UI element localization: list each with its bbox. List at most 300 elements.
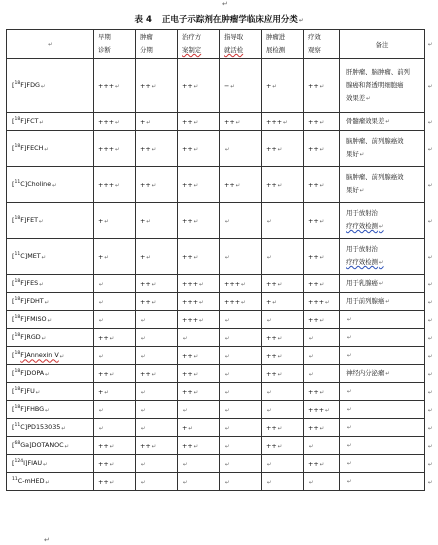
cell-mark: ↵: [115, 119, 120, 126]
rating-cell: [178, 365, 220, 383]
cell-mark: ↵: [59, 353, 65, 360]
rating-value: ++: [308, 81, 319, 90]
cell-mark: ↵: [325, 299, 330, 306]
rating-cell: [262, 473, 304, 491]
rating-cell: [136, 131, 178, 167]
cell-mark: ↵: [183, 335, 188, 342]
rating-value: ++: [266, 279, 277, 288]
rating-cell: [136, 167, 178, 203]
cell-mark: ↵: [277, 281, 283, 288]
remark-line: 用于放射治: [346, 209, 378, 217]
rating-cell: [220, 401, 262, 419]
rating-cell: [220, 239, 262, 275]
row-end: [425, 473, 435, 491]
rating-cell: [94, 275, 136, 293]
rating-cell: [136, 275, 178, 293]
rating-cell: [304, 131, 340, 167]
tracer-name: Ga]DOTANOC: [20, 441, 64, 450]
rating-cell: [304, 239, 340, 275]
rating-value: ++: [224, 117, 235, 126]
cell-mark: ↵: [104, 389, 109, 396]
rating-value: ++: [308, 315, 319, 324]
row-end-mark: ↵: [428, 317, 433, 324]
tracer-name: F]FHBG: [20, 405, 45, 414]
rating-value: ++: [182, 144, 193, 153]
rating-cell: [94, 455, 136, 473]
remark-line: 果好↵: [346, 150, 365, 158]
rating-value: ++: [308, 279, 319, 288]
rating-value: +: [140, 252, 146, 261]
row-end: [425, 347, 435, 365]
rating-value: ++: [308, 117, 319, 126]
rating-cell: [178, 275, 220, 293]
rating-cell: [304, 383, 340, 401]
cell-mark: ↵: [241, 281, 246, 288]
tracer-name-cell: [7, 473, 94, 491]
cell-mark: ↵: [309, 443, 314, 450]
header-label-line1: 肿瘤: [140, 33, 153, 41]
tracer-bracket: [: [12, 279, 15, 288]
cell-mark: ↵: [109, 371, 115, 378]
cell-mark: ↵: [104, 254, 109, 261]
rating-value: +++: [308, 405, 325, 414]
table-number: 表 4: [134, 15, 152, 25]
tracer-name-cell: [7, 365, 94, 383]
rating-cell: [262, 275, 304, 293]
remark-line: 骨髓瘤效果差↵: [346, 116, 390, 125]
rating-cell: [304, 113, 340, 131]
row-end: [425, 365, 435, 383]
rating-value: ++: [266, 369, 277, 378]
cell-mark: ↵: [319, 119, 325, 126]
cell-mark: ↵: [43, 461, 48, 468]
cell-mark: ↵: [109, 443, 115, 450]
cell-mark: ↵: [199, 299, 204, 306]
remark-line: 肝肿瘤、脑肿瘤、前列: [346, 67, 410, 76]
tracer-name: C-mHED: [17, 477, 45, 486]
tracer-name: F]FDG: [20, 81, 40, 90]
remarks-cell: [340, 59, 425, 113]
rating-cell: [94, 329, 136, 347]
rating-cell: [94, 383, 136, 401]
rating-cell: [178, 455, 220, 473]
cell-mark: ↵: [277, 146, 283, 153]
cell-mark: ↵: [347, 460, 352, 467]
remark-line: [346, 385, 422, 399]
rating-cell: [94, 437, 136, 455]
cell-mark: ↵: [41, 335, 47, 342]
tracer-name: F]FCT: [20, 117, 39, 126]
row-end-mark: ↵: [428, 461, 433, 468]
row-end: [425, 311, 435, 329]
cell-mark: ↵: [267, 389, 272, 396]
cell-mark: ↵: [52, 182, 57, 189]
tracer-bracket: [: [12, 81, 15, 90]
tracer-name-cell: [7, 113, 94, 131]
rating-cell: [220, 131, 262, 167]
row-end-mark: ↵: [428, 281, 433, 288]
remarks-cell: [340, 419, 425, 437]
table-row: [7, 365, 435, 383]
header-label-line2: 展检测: [266, 46, 286, 54]
rating-value: ++: [98, 369, 109, 378]
cell-mark: ↵: [141, 479, 146, 486]
rating-cell: [304, 419, 340, 437]
cell-mark: ↵: [193, 218, 199, 225]
cell-mark: ↵: [193, 389, 199, 396]
header-cell: [136, 30, 178, 59]
remark-line: [346, 331, 422, 345]
rating-value: +++: [98, 81, 115, 90]
rating-value: ++: [266, 441, 277, 450]
table-row: [7, 275, 435, 293]
row-end: [425, 455, 435, 473]
tracer-name-cell: [7, 383, 94, 401]
rating-cell: [178, 239, 220, 275]
tracer-name-cell: [7, 131, 94, 167]
rating-cell: [220, 437, 262, 455]
cell-mark: ↵: [193, 371, 199, 378]
cell-mark: ↵: [225, 443, 230, 450]
remark-line: [346, 313, 422, 327]
rating-cell: [304, 293, 340, 311]
cell-mark: ↵: [199, 281, 204, 288]
rating-value: +: [98, 252, 104, 261]
rating-value: +++: [308, 297, 325, 306]
cell-mark: ↵: [225, 335, 230, 342]
tracer-isotope: 18: [14, 387, 21, 393]
row-end: [425, 113, 435, 131]
cell-mark: ↵: [225, 425, 230, 432]
row-end-mark: ↵: [428, 353, 433, 360]
rating-value: ++: [266, 423, 277, 432]
rating-cell: [136, 455, 178, 473]
row-end: [425, 59, 435, 113]
rating-value: ++: [308, 216, 319, 225]
cell-mark: ↵: [277, 353, 283, 360]
cell-mark: ↵: [225, 479, 230, 486]
tracer-bracket: [: [12, 441, 15, 450]
cell-mark: ↵: [99, 281, 104, 288]
rating-value: ++: [182, 180, 193, 189]
cell-mark: ↵: [193, 146, 199, 153]
tracer-bracket: [: [12, 405, 15, 414]
rating-cell: [220, 365, 262, 383]
rating-cell: [136, 419, 178, 437]
row-end: [425, 419, 435, 437]
cell-mark: ↵: [141, 335, 146, 342]
cell-mark: ↵: [151, 299, 157, 306]
tracer-name: F]FMISO: [20, 315, 47, 324]
cell-mark: ↵: [309, 335, 314, 342]
tracer-isotope: 18: [14, 333, 21, 339]
rating-cell: [94, 131, 136, 167]
tracer-bracket: [: [12, 216, 15, 225]
cell-mark: ↵: [347, 388, 352, 395]
rating-value: ++: [98, 441, 109, 450]
table-row: [7, 113, 435, 131]
table-row: [7, 455, 435, 473]
cell-mark: ↵: [45, 371, 50, 378]
rating-value: +++: [98, 180, 115, 189]
header-cell: [304, 30, 340, 59]
tracer-name: I]FIAU: [23, 459, 43, 468]
rating-cell: [262, 131, 304, 167]
tracer-bracket: [: [12, 315, 15, 324]
table-row: [7, 311, 435, 329]
tracer-name-cell: [7, 329, 94, 347]
cell-mark: ↵: [225, 407, 230, 414]
remarks-cell: [340, 293, 425, 311]
cell-mark: ↵: [267, 461, 272, 468]
rating-cell: [136, 383, 178, 401]
cell-mark: ↵: [359, 188, 365, 194]
rating-value: +: [140, 117, 146, 126]
cell-mark: ↵: [225, 353, 230, 360]
cell-mark: ↵: [39, 119, 45, 126]
cell-mark: ↵: [146, 254, 151, 261]
rating-cell: [220, 347, 262, 365]
cell-mark: ↵: [44, 299, 50, 306]
rating-cell: [94, 293, 136, 311]
row-end-mark: ↵: [428, 182, 433, 189]
header-cell: [94, 30, 136, 59]
row-end-mark: ↵: [428, 335, 433, 342]
tracer-name-cell: [7, 401, 94, 419]
remarks-cell: [340, 347, 425, 365]
remarks-cell: [340, 329, 425, 347]
header-cell: [262, 30, 304, 59]
remark-line: 果好↵: [346, 186, 365, 194]
cell-mark: ↵: [225, 389, 230, 396]
cell-mark: ↵: [347, 406, 352, 413]
cell-mark: ↵: [319, 389, 325, 396]
remarks-cell: [340, 437, 425, 455]
cell-mark: ↵: [141, 461, 146, 468]
row-end: [425, 131, 435, 167]
rating-cell: [220, 59, 262, 113]
cell-mark: ↵: [61, 425, 66, 432]
tracer-name-cell: [7, 275, 94, 293]
remark-line: 用于前列腺癌↵: [346, 296, 390, 305]
cell-mark: ↵: [109, 479, 115, 486]
rating-cell: [220, 311, 262, 329]
tracer-name: C]Choline: [20, 180, 52, 189]
row-end: [425, 329, 435, 347]
cell-mark: ↵: [347, 316, 352, 323]
row-end: [425, 437, 435, 455]
tracer-bracket: [: [12, 252, 15, 261]
tracer-name-cell: [7, 239, 94, 275]
remark-line: 效果差↵: [346, 93, 371, 102]
cell-mark: ↵: [241, 299, 246, 306]
rating-cell: [220, 455, 262, 473]
cell-mark: ↵: [141, 407, 146, 414]
rating-cell: [136, 365, 178, 383]
rating-cell: [94, 401, 136, 419]
table-row: [7, 419, 435, 437]
row-end-mark: ↵: [428, 443, 433, 450]
tracer-name-cell: [7, 59, 94, 113]
cell-mark: ↵: [267, 317, 272, 324]
cell-mark: ↵: [115, 83, 120, 90]
cell-mark: ↵: [319, 461, 325, 468]
table-row: [7, 293, 435, 311]
row-end: [425, 239, 435, 275]
cell-mark: ↵: [319, 281, 325, 288]
cell-mark: ↵: [277, 443, 283, 450]
rating-cell: [136, 329, 178, 347]
row-end: [425, 30, 435, 59]
cell-mark: ↵: [267, 407, 272, 414]
rating-cell: [136, 59, 178, 113]
rating-value: +++: [224, 279, 241, 288]
rating-value: ++: [182, 351, 193, 360]
cell-mark: ↵: [235, 182, 241, 189]
rating-value: ++: [182, 387, 193, 396]
remarks-cell: [340, 365, 425, 383]
remarks-cell: [340, 203, 425, 239]
rating-cell: [220, 419, 262, 437]
row-end: [425, 383, 435, 401]
cell-mark: ↵: [151, 281, 157, 288]
cell-mark: ↵: [109, 335, 115, 342]
tracer-isotope: 18: [14, 297, 21, 303]
table-row: [7, 203, 435, 239]
tracer-bracket: [: [12, 387, 15, 396]
remark-line: 脑肿瘤、前列腺癌效: [346, 173, 404, 181]
header-label-line1: 早期: [98, 33, 111, 41]
cell-mark: ↵: [115, 146, 120, 153]
remarks-cell: [340, 113, 425, 131]
cell-mark: ↵: [267, 218, 272, 225]
rating-cell: [94, 113, 136, 131]
tracer-isotope: 18: [14, 117, 21, 123]
cell-mark: ↵: [99, 317, 104, 324]
cell-mark: ↵: [44, 146, 49, 153]
cell-mark: ↵: [39, 218, 44, 225]
remark-line: [346, 439, 422, 453]
cell-mark: ↵: [99, 353, 104, 360]
cell-mark: ↵: [141, 425, 146, 432]
cell-mark: ↵: [141, 353, 146, 360]
rating-cell: [304, 455, 340, 473]
rating-cell: [220, 293, 262, 311]
paragraph-mark: ↵: [44, 536, 50, 544]
tracer-bracket: [: [12, 423, 15, 432]
cell-mark: ↵: [385, 370, 390, 377]
table-row: [7, 383, 435, 401]
rating-cell: [262, 59, 304, 113]
cell-mark: ↵: [48, 42, 53, 48]
rating-cell: [94, 167, 136, 203]
header-cell: [220, 30, 262, 59]
rating-value: ++: [308, 387, 319, 396]
tracer-name: F]FET: [20, 216, 39, 225]
tracer-name: F]FDHT: [20, 297, 44, 306]
remark-line: 疗疗效检测↵: [346, 222, 384, 230]
cell-mark: ↵: [378, 260, 384, 266]
table-row: [7, 239, 435, 275]
cell-mark: ↵: [319, 182, 325, 189]
rating-cell: [178, 59, 220, 113]
cell-mark: ↵: [378, 280, 384, 287]
cell-mark: ↵: [183, 407, 188, 414]
remarks-label: 备注: [375, 40, 389, 49]
cell-mark: ↵: [41, 254, 47, 261]
tracer-name-cell: [7, 167, 94, 203]
rating-cell: [94, 347, 136, 365]
header-label-line2: 分期: [140, 46, 153, 54]
rating-value: ++: [140, 144, 151, 153]
cell-mark: ↵: [35, 389, 41, 396]
row-end-mark: ↵: [428, 299, 433, 306]
rating-cell: [178, 383, 220, 401]
row-end: [425, 203, 435, 239]
rating-cell: [304, 203, 340, 239]
rating-value: ++: [140, 279, 151, 288]
tracer-bracket: [: [12, 351, 15, 360]
rating-value: ++: [98, 459, 109, 468]
cell-mark: ↵: [347, 478, 352, 485]
cell-mark: ↵: [378, 224, 384, 230]
rating-cell: [262, 329, 304, 347]
rating-cell: [304, 347, 340, 365]
tracer-name-cell: [7, 293, 94, 311]
tracer-isotope: 18: [14, 405, 21, 411]
cell-mark: ↵: [309, 371, 314, 378]
rating-cell: [136, 311, 178, 329]
rating-cell: [304, 59, 340, 113]
header-label-line2: 诊断: [98, 46, 111, 54]
rating-cell: [262, 347, 304, 365]
remarks-cell: [340, 473, 425, 491]
rating-cell: [220, 113, 262, 131]
cell-mark: ↵: [277, 335, 283, 342]
rating-value: +++: [98, 117, 115, 126]
cell-mark: ↵: [199, 317, 204, 324]
rating-value: ++: [266, 144, 277, 153]
rating-value: ++: [182, 252, 193, 261]
header-label-line2: 就活检: [224, 46, 244, 54]
cell-mark: ↵: [225, 461, 230, 468]
header-label-line1: 肿瘤进: [266, 33, 286, 41]
rating-cell: [178, 437, 220, 455]
rating-cell: [220, 383, 262, 401]
rating-cell: [220, 329, 262, 347]
cell-mark: ↵: [47, 317, 53, 324]
cell-mark: ↵: [347, 334, 352, 341]
row-end: [425, 401, 435, 419]
rating-cell: [262, 401, 304, 419]
row-end-mark: ↵: [428, 407, 433, 414]
cell-mark: ↵: [319, 218, 325, 225]
rating-cell: [136, 203, 178, 239]
rating-cell: [136, 347, 178, 365]
cell-mark: ↵: [99, 407, 104, 414]
cell-mark: ↵: [39, 281, 44, 288]
remark-line: 疗疗效检测↵: [346, 258, 384, 266]
cell-mark: ↵: [151, 83, 157, 90]
rating-cell: [262, 365, 304, 383]
rating-cell: [94, 365, 136, 383]
rating-cell: [304, 473, 340, 491]
rating-cell: [304, 365, 340, 383]
cell-mark: ↵: [193, 83, 199, 90]
cell-mark: ↵: [225, 254, 230, 261]
table-row: [7, 473, 435, 491]
cell-mark: ↵: [193, 254, 199, 261]
